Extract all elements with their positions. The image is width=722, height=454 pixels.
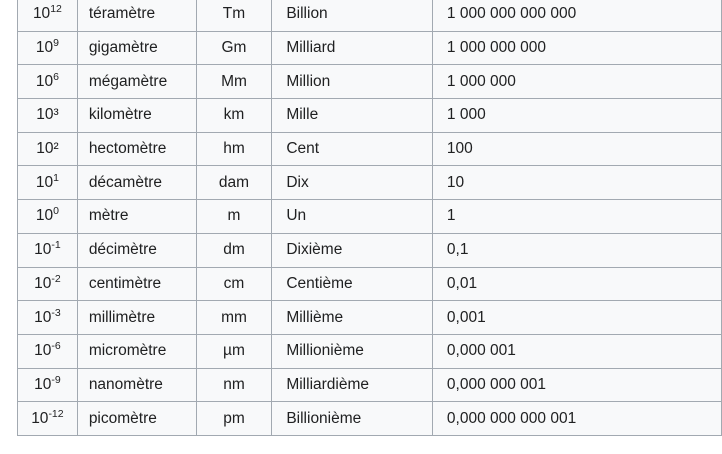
table-row — [18, 31, 722, 65]
table-row — [18, 65, 722, 99]
number-word-cell: Millième — [272, 301, 433, 335]
decimal-value-cell: 1 — [432, 200, 721, 234]
unit-name-cell: hectomètre — [77, 132, 196, 166]
decimal-value-cell: 0,001 — [432, 301, 721, 335]
power-cell — [18, 65, 78, 99]
decimal-value-cell: 1 000 — [432, 99, 721, 133]
number-word-cell: Billion — [272, 0, 433, 31]
power-cell — [18, 334, 78, 368]
unit-name-cell: mètre — [77, 200, 196, 234]
power-base: 10³ — [36, 106, 59, 124]
power-base: 10 — [35, 72, 54, 90]
power-cell — [18, 267, 78, 301]
number-word-cell: Million — [272, 65, 433, 99]
number-word-cell: Un — [272, 200, 433, 234]
power-base: 10 — [32, 5, 51, 23]
power-exponent: -1 — [51, 239, 61, 252]
number-word-cell: Dix — [272, 166, 433, 200]
power-exponent: 9 — [53, 37, 59, 50]
power-exponent: 1 — [53, 171, 59, 184]
unit-name-cell: mégamètre — [77, 65, 196, 99]
decimal-value-cell: 0,000 001 — [432, 334, 721, 368]
unit-symbol-cell: cm — [196, 267, 272, 301]
decimal-value-cell: 1 000 000 — [432, 65, 721, 99]
power-exponent: -9 — [51, 373, 61, 386]
decimal-value-cell: 0,000 000 000 001 — [432, 402, 721, 436]
decimal-value-cell: 1 000 000 000 — [432, 31, 721, 65]
decimal-value-cell: 1 000 000 000 000 — [432, 0, 721, 31]
unit-name-cell: gigamètre — [77, 31, 196, 65]
power-cell — [18, 99, 78, 133]
power-exponent: -6 — [51, 340, 61, 353]
power-exponent: -12 — [48, 407, 64, 420]
number-word-cell: Milliardième — [272, 368, 433, 402]
table-row — [18, 132, 722, 166]
power-exponent: 0 — [53, 205, 59, 218]
table-row — [18, 402, 722, 436]
power-base: 10 — [35, 173, 54, 191]
unit-symbol-cell: mm — [196, 301, 272, 335]
power-cell — [18, 0, 78, 31]
table-row — [18, 99, 722, 133]
metric-units-table — [17, 0, 722, 436]
units-table-body — [18, 0, 722, 435]
number-word-cell: Dixième — [272, 233, 433, 267]
number-word-cell: Billionième — [272, 402, 433, 436]
power-base: 10 — [35, 207, 54, 225]
unit-name-cell: centimètre — [77, 267, 196, 301]
power-base: 10 — [34, 241, 52, 259]
decimal-value-cell: 0,1 — [432, 233, 721, 267]
power-cell — [18, 368, 78, 402]
unit-symbol-cell: nm — [196, 368, 272, 402]
power-base: 10² — [36, 140, 59, 158]
power-base: 10 — [34, 308, 52, 326]
power-exponent: 6 — [53, 70, 59, 83]
power-base: 10 — [34, 375, 52, 393]
table-row — [18, 334, 722, 368]
unit-name-cell: décamètre — [77, 166, 196, 200]
table-row — [18, 166, 722, 200]
decimal-value-cell: 0,01 — [432, 267, 721, 301]
number-word-cell: Centième — [272, 267, 433, 301]
unit-name-cell: picomètre — [77, 402, 196, 436]
power-cell — [18, 31, 78, 65]
unit-name-cell: nanomètre — [77, 368, 196, 402]
number-word-cell: Milliard — [272, 31, 433, 65]
unit-symbol-cell: km — [196, 99, 272, 133]
table-row — [18, 368, 722, 402]
power-cell — [18, 402, 78, 436]
power-base: 10 — [34, 274, 52, 292]
power-base: 10 — [35, 39, 54, 57]
unit-symbol-cell: Mm — [196, 65, 272, 99]
number-word-cell: Mille — [272, 99, 433, 133]
power-cell — [18, 166, 78, 200]
power-exponent: -3 — [51, 306, 61, 319]
unit-symbol-cell: Gm — [196, 31, 272, 65]
decimal-value-cell: 10 — [432, 166, 721, 200]
unit-symbol-cell: µm — [196, 334, 272, 368]
table-row — [18, 301, 722, 335]
table-row — [18, 200, 722, 234]
table-row — [18, 267, 722, 301]
unit-name-cell: décimètre — [77, 233, 196, 267]
unit-symbol-cell: dam — [196, 166, 272, 200]
power-base: 10 — [34, 342, 52, 360]
unit-symbol-cell: Tm — [196, 0, 272, 31]
power-cell — [18, 301, 78, 335]
power-exponent: -2 — [51, 272, 61, 285]
unit-name-cell: téramètre — [77, 0, 196, 31]
power-cell — [18, 132, 78, 166]
decimal-value-cell: 100 — [432, 132, 721, 166]
unit-name-cell: millimètre — [77, 301, 196, 335]
unit-symbol-cell: hm — [196, 132, 272, 166]
table-row — [18, 0, 722, 31]
number-word-cell: Millionième — [272, 334, 433, 368]
power-cell — [18, 233, 78, 267]
power-cell — [18, 200, 78, 234]
unit-symbol-cell: dm — [196, 233, 272, 267]
unit-name-cell: kilomètre — [77, 99, 196, 133]
number-word-cell: Cent — [272, 132, 433, 166]
power-base: 10 — [31, 409, 49, 427]
unit-symbol-cell: pm — [196, 402, 272, 436]
power-exponent: 12 — [50, 3, 62, 16]
decimal-value-cell: 0,000 000 001 — [432, 368, 721, 402]
unit-name-cell: micromètre — [77, 334, 196, 368]
unit-symbol-cell: m — [196, 200, 272, 234]
table-row — [18, 233, 722, 267]
